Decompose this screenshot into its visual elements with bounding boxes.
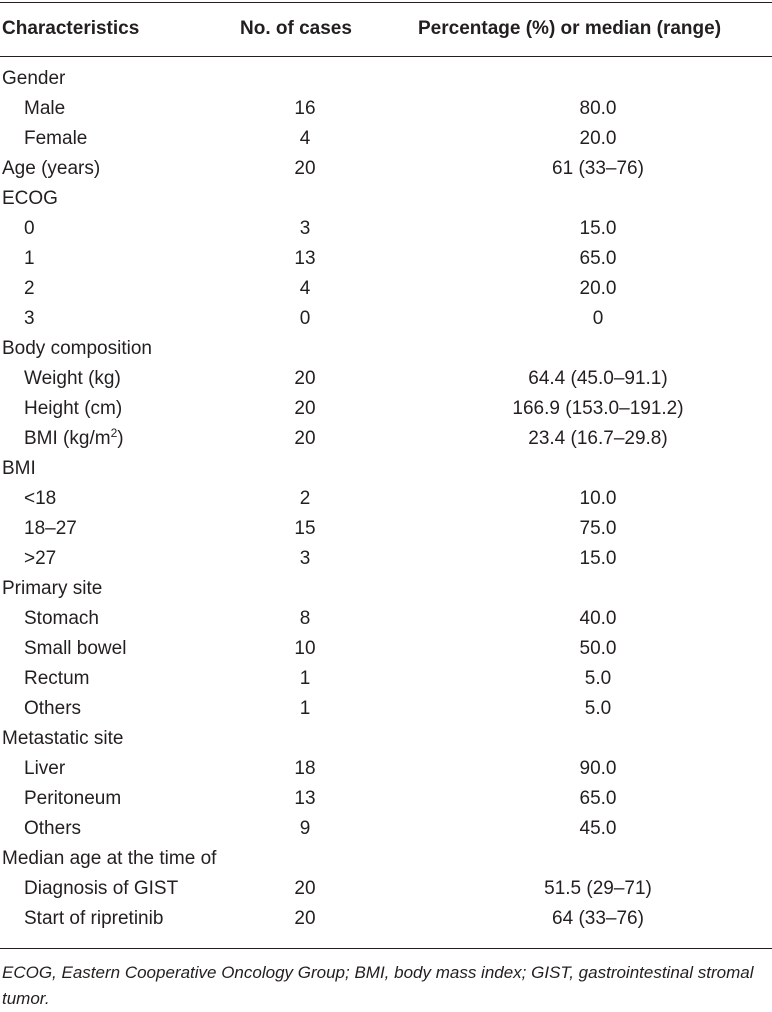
row-cases: 1 [299,698,311,719]
row-label [24,664,89,694]
table-body [0,64,772,934]
row-label-text: Body composition [2,338,152,359]
row-percentage: 80.0 [579,98,617,119]
row-cases: 4 [299,128,311,149]
row-cases: 20 [294,428,316,449]
row-label [24,214,35,244]
row-label-text: Female [24,128,88,149]
row-label [24,424,124,454]
row-label [24,904,163,934]
table-group-row [0,574,772,604]
row-percentage: 166.9 (153.0–191.2) [512,398,684,419]
row-label [2,64,65,94]
table-row [0,274,772,304]
row-percentage: 65.0 [579,248,617,269]
row-cases: 18 [294,758,316,779]
row-label-text: Age (years) [2,158,101,179]
row-label [2,724,123,754]
row-label [24,754,65,784]
row-label-text: Rectum [24,668,90,689]
row-percentage: 15.0 [579,218,617,239]
table-row [0,214,772,244]
row-label-text: BMI (kg/m [24,428,111,449]
row-cases: 3 [299,548,311,569]
row-percentage: 0 [592,308,604,329]
row-cases: 13 [294,788,316,809]
row-label-text: 0 [24,218,35,239]
table-footnote: ECOG, Eastern Cooperative Oncology Group; BMI, body mass index; GIST, gastrointestinal stromal tumor. [2,963,754,1008]
row-label-text: Primary site [2,578,103,599]
row-label-text: 2 [24,278,35,299]
row-label-text: Metastatic site [2,728,124,749]
row-label-text: 18–27 [24,518,77,539]
table-top-rule [0,2,772,3]
row-percentage: 51.5 (29–71) [544,878,652,899]
row-percentage: 20.0 [579,278,617,299]
row-percentage: 15.0 [579,548,617,569]
row-cases: 3 [299,218,311,239]
table-row [0,694,772,724]
header-percentage: Percentage (%) or median (range) [418,18,722,39]
table-row [0,664,772,694]
table-row [0,754,772,784]
table-group-row [0,844,772,874]
row-cases: 0 [299,308,311,329]
row-label [24,874,178,904]
row-cases: 10 [294,638,316,659]
row-percentage: 23.4 (16.7–29.8) [528,428,668,449]
row-label [24,814,81,844]
table-row [0,784,772,814]
table-bottom-rule [0,948,772,949]
row-percentage: 50.0 [579,638,617,659]
row-label [24,784,121,814]
row-label [24,274,35,304]
row-label [2,334,152,364]
row-label [2,184,58,214]
row-cases: 20 [294,368,316,389]
row-label-text: Others [24,818,82,839]
row-percentage: 40.0 [579,608,617,629]
row-label-text: <18 [24,488,57,509]
row-percentage: 45.0 [579,818,617,839]
table-group-row [0,184,772,214]
row-label-text: Stomach [24,608,99,629]
row-label [2,154,100,184]
row-label-text: 3 [24,308,35,329]
row-cases: 20 [294,158,316,179]
row-percentage: 61 (33–76) [552,158,644,179]
table-group-row [0,454,772,484]
row-label-text: 1 [24,248,35,269]
table-row [0,364,772,394]
row-percentage: 64 (33–76) [552,908,644,929]
row-label [24,544,56,574]
row-percentage: 90.0 [579,758,617,779]
row-label-text: Liver [24,758,66,779]
table-row [0,604,772,634]
row-label-suffix: ) [117,428,124,449]
row-label-text: Diagnosis of GIST [24,878,179,899]
table-row [0,94,772,124]
row-label [24,634,126,664]
row-percentage: 5.0 [584,698,612,719]
row-cases: 15 [294,518,316,539]
row-label-text: Height (cm) [24,398,123,419]
table-group-row [0,154,772,184]
header-no-of-cases: No. of cases [240,18,352,39]
row-label [24,514,77,544]
row-cases: 13 [294,248,316,269]
table-row [0,634,772,664]
row-label [2,844,216,874]
row-label-text: >27 [24,548,57,569]
row-cases: 2 [299,488,311,509]
table-group-row [0,724,772,754]
row-label [24,484,56,514]
table-row [0,514,772,544]
row-label [24,364,121,394]
row-label [2,454,36,484]
row-cases: 20 [294,398,316,419]
row-label-text: Others [24,698,82,719]
table-row [0,904,772,934]
row-label-text: BMI [2,458,36,479]
table-row [0,424,772,454]
row-label-text: Gender [2,68,66,89]
row-percentage: 75.0 [579,518,617,539]
row-label-superscript: 2 [110,426,118,440]
table-group-row [0,334,772,364]
row-percentage: 10.0 [579,488,617,509]
row-cases: 1 [299,668,311,689]
table-row [0,544,772,574]
row-label-text: Start of ripretinib [24,908,164,929]
row-label [24,124,87,154]
table-row [0,814,772,844]
row-label [24,394,122,424]
row-label-text: Male [24,98,66,119]
row-label [24,94,65,124]
row-label [24,304,35,334]
row-cases: 4 [299,278,311,299]
table-group-row [0,64,772,94]
row-label [24,694,81,724]
row-cases: 9 [299,818,311,839]
table-row [0,124,772,154]
row-cases: 20 [294,878,316,899]
row-label-text: Peritoneum [24,788,122,809]
row-label [2,574,102,604]
row-label-text: ECOG [2,188,58,209]
row-percentage: 65.0 [579,788,617,809]
header-characteristics: Characteristics [2,18,140,39]
row-label [24,604,99,634]
row-cases: 20 [294,908,316,929]
header-rule [0,56,772,57]
table-row [0,304,772,334]
row-percentage: 20.0 [579,128,617,149]
row-label-text: Median age at the time of [2,848,217,869]
table-row [0,484,772,514]
row-label-text: Small bowel [24,638,127,659]
row-label [24,244,35,274]
table-row [0,874,772,904]
row-cases: 8 [299,608,311,629]
row-label-text: Weight (kg) [24,368,121,389]
table-row [0,394,772,424]
table-row [0,244,772,274]
row-percentage: 64.4 (45.0–91.1) [528,368,668,389]
row-percentage: 5.0 [584,668,612,689]
row-cases: 16 [294,98,316,119]
